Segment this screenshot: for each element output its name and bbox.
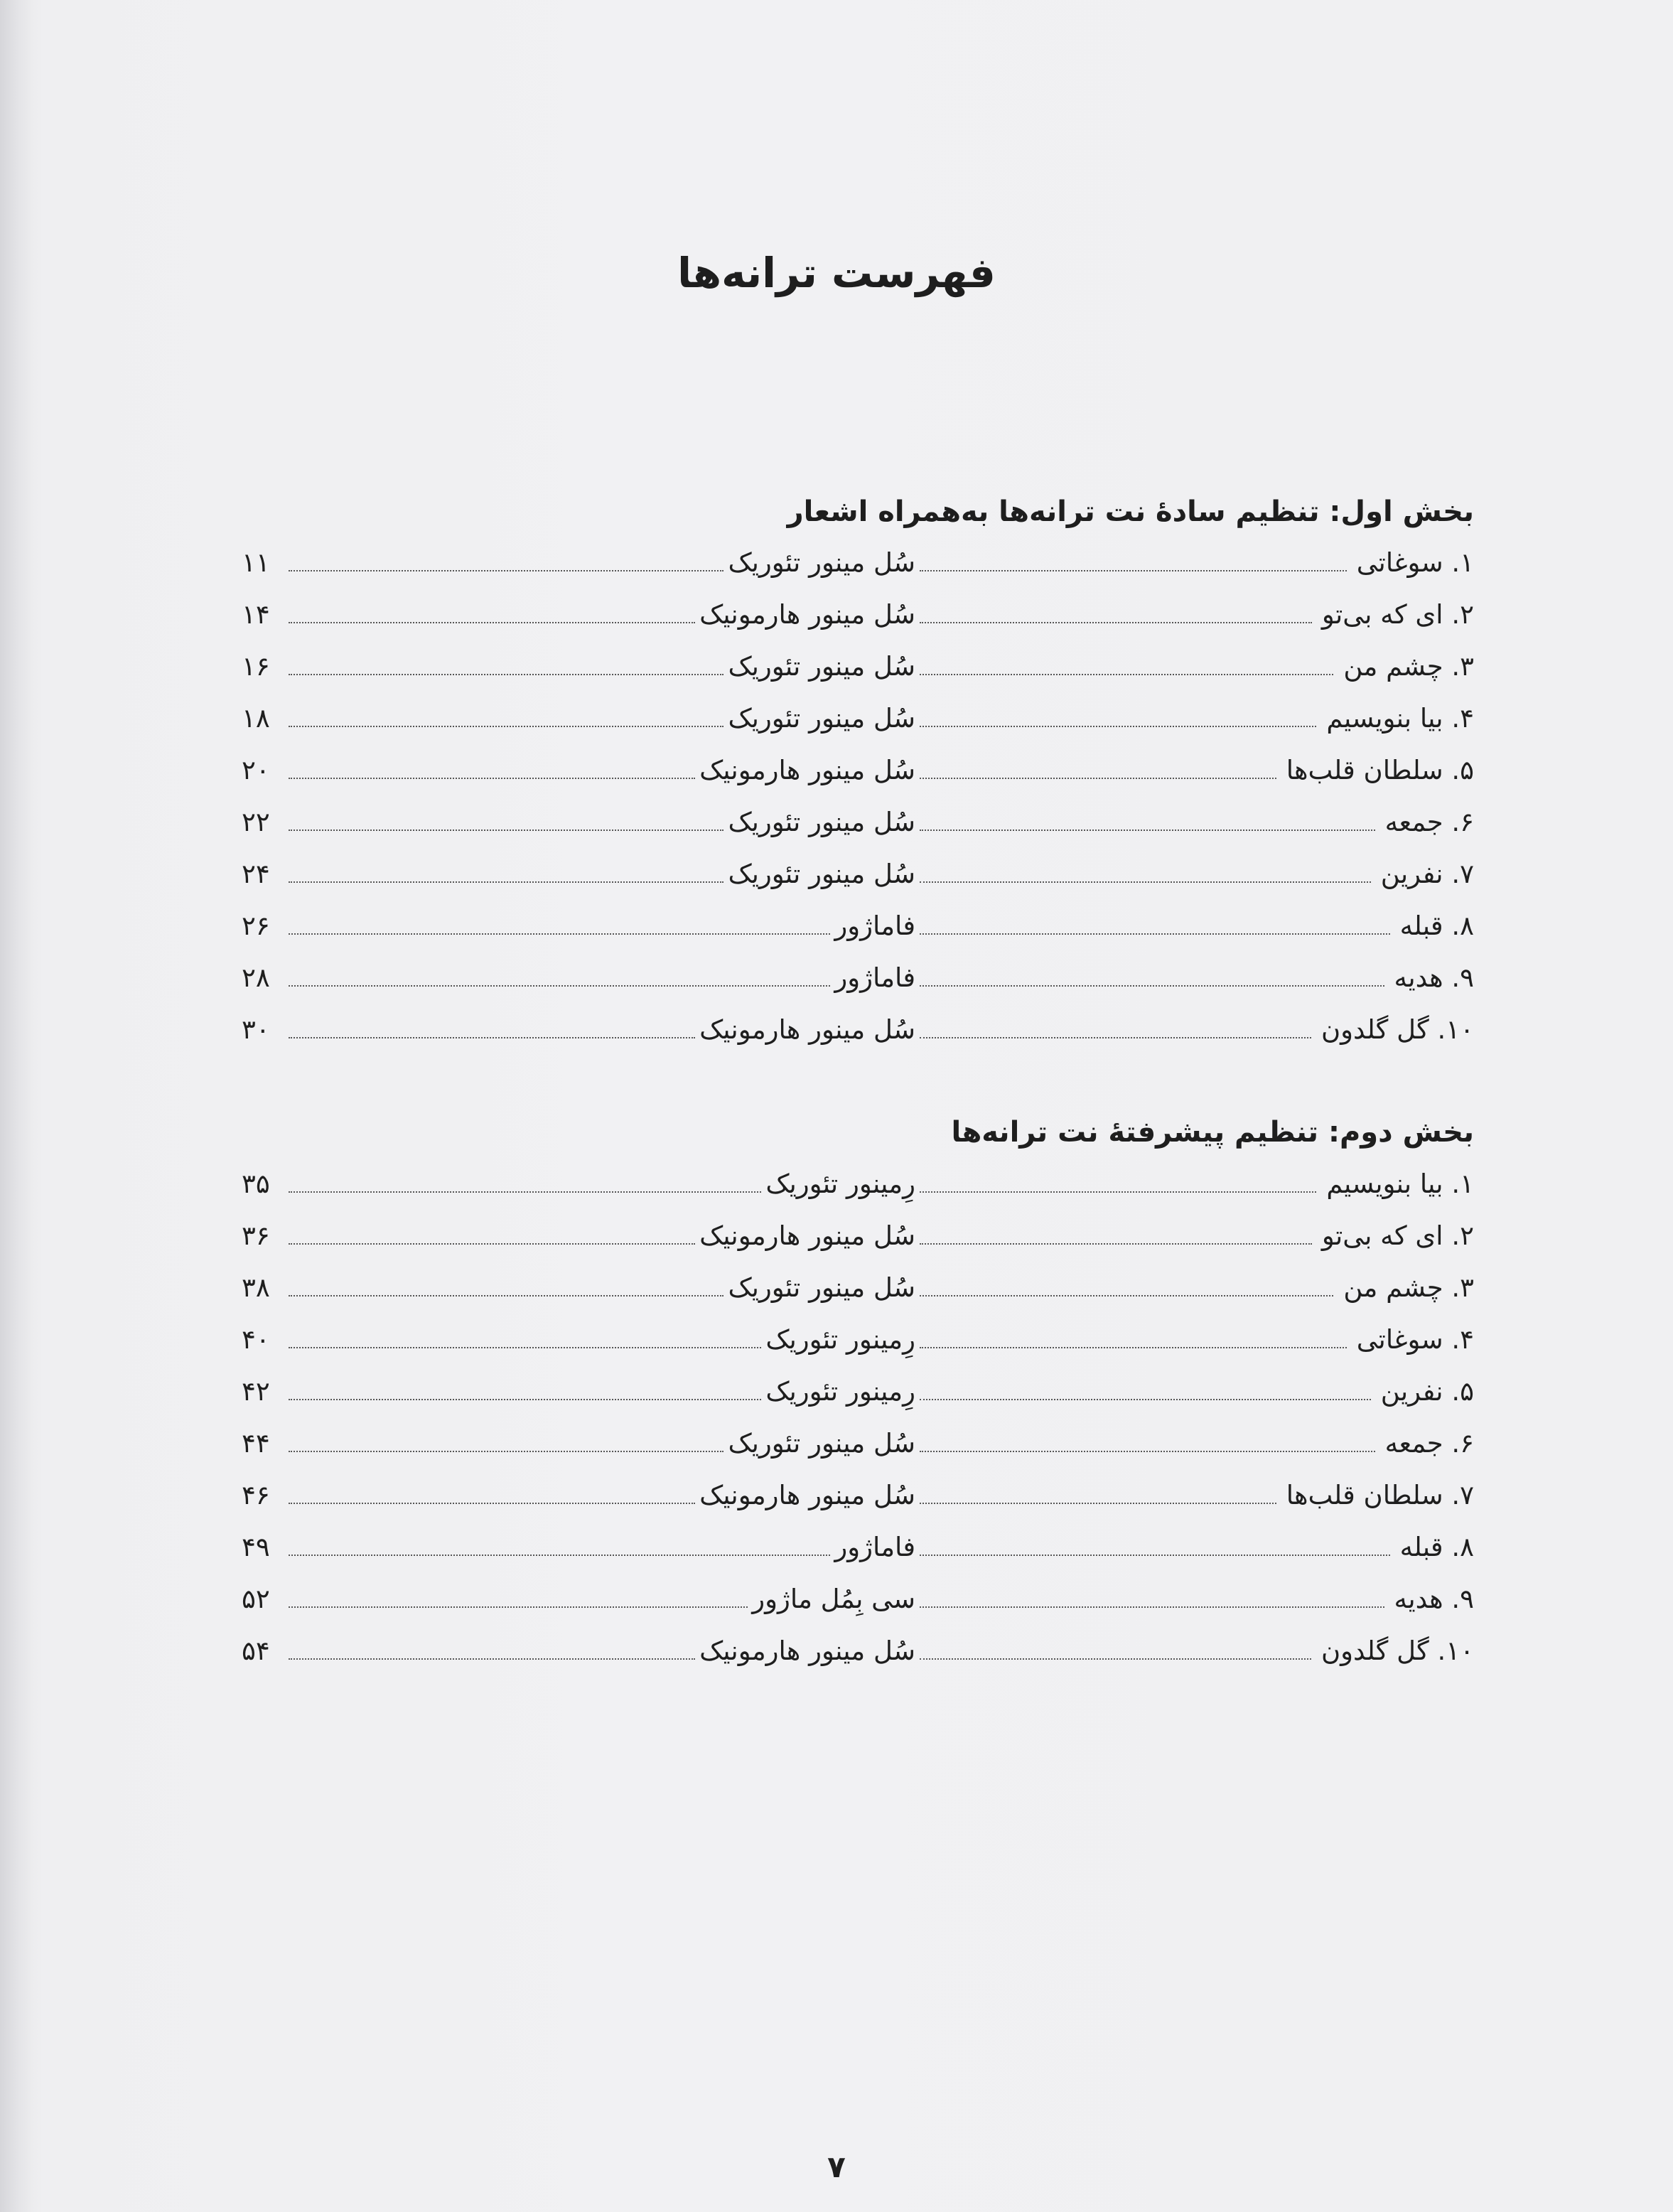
toc-song-segment <box>920 1584 1474 1614</box>
toc-page-number: ۱۴ <box>242 599 270 630</box>
toc-page-number: ۴۰ <box>242 1324 270 1355</box>
toc-song-title: ۱. سوغاتی <box>1356 547 1474 578</box>
toc-song-title: ۱. بیا بنویسیم <box>1326 1169 1474 1199</box>
toc-song-title: ۴. بیا بنویسیم <box>1326 703 1474 734</box>
dot-leader <box>289 778 695 779</box>
toc-page-number: ۴۴ <box>242 1428 270 1459</box>
toc-key-signature: سُل مینور تئوریک <box>728 1272 915 1303</box>
dot-leader <box>920 1555 1390 1556</box>
toc-song-segment <box>920 1220 1474 1251</box>
dot-leader <box>920 1503 1276 1504</box>
toc-key-signature: سی بِمُل ماژور <box>752 1584 915 1614</box>
toc-entry <box>242 1636 1474 1687</box>
toc-song-segment <box>920 911 1474 941</box>
toc-key-signature: سُل مینور هارمونیک <box>699 1480 915 1510</box>
dot-leader <box>920 985 1384 987</box>
toc-song-title: ۱۰. گل گلدون <box>1321 1014 1474 1045</box>
toc-song-segment <box>920 962 1474 993</box>
toc-entry <box>242 1376 1474 1428</box>
toc-song-title: ۶. جمعه <box>1384 1428 1474 1459</box>
toc-page-number: ۴۶ <box>242 1480 270 1510</box>
dot-leader <box>920 1243 1312 1245</box>
page-title: فهرست ترانه‌ها <box>677 249 996 297</box>
toc-page-number: ۵۲ <box>242 1584 270 1614</box>
toc-page-number: ۲۴ <box>242 859 270 889</box>
dot-leader <box>920 1347 1347 1348</box>
dot-leader <box>289 1399 761 1400</box>
toc-page-number: ۴۹ <box>242 1532 270 1562</box>
dot-leader <box>289 1191 761 1193</box>
toc-song-title: ۳. چشم من <box>1343 651 1474 682</box>
toc-page-number: ۱۸ <box>242 703 270 734</box>
toc-song-segment <box>920 1272 1474 1303</box>
dot-leader <box>289 985 830 987</box>
dot-leader <box>920 674 1333 675</box>
toc-key-signature: سُل مینور هارمونیک <box>699 1636 915 1666</box>
toc-song-title: ۵. سلطان قلب‌ها <box>1286 755 1474 785</box>
toc-key-signature: سُل مینور هارمونیک <box>699 755 915 785</box>
toc-entry <box>242 755 1474 807</box>
toc-song-title: ۸. قبله <box>1399 1532 1474 1562</box>
toc-song-title: ۹. هدیه <box>1394 962 1474 993</box>
toc-entry <box>242 1169 1474 1220</box>
toc-song-title: ۴. سوغاتی <box>1356 1324 1474 1355</box>
toc-entry <box>242 599 1474 651</box>
toc-page-number: ۵۴ <box>242 1636 270 1666</box>
toc-song-segment <box>920 1480 1474 1510</box>
dot-leader <box>920 830 1375 831</box>
dot-leader <box>920 933 1390 935</box>
toc-key-signature: سُل مینور تئوریک <box>728 651 915 682</box>
dot-leader <box>920 622 1312 623</box>
dot-leader <box>920 1399 1371 1400</box>
toc-page-number: ۳۸ <box>242 1272 270 1303</box>
toc-song-title: ۷. سلطان قلب‌ها <box>1286 1480 1474 1510</box>
toc-page-number: ۲۲ <box>242 807 270 837</box>
dot-leader <box>289 830 723 831</box>
toc-page-number: ۱۱ <box>242 547 270 578</box>
dot-leader <box>289 1606 748 1608</box>
toc-key-signature: رِمینور تئوریک <box>765 1169 915 1199</box>
section-one-heading: بخش اول: تنظیم سادهٔ نت ترانه‌ها به‌همراه اشعار <box>787 495 1474 528</box>
dot-leader <box>289 1295 723 1296</box>
toc-song-segment <box>920 599 1474 630</box>
toc-page-number: ۲۰ <box>242 755 270 785</box>
dot-leader <box>920 1658 1311 1660</box>
dot-leader <box>920 881 1371 883</box>
toc-page-number: ۲۸ <box>242 962 270 993</box>
toc-entry <box>242 1428 1474 1480</box>
toc-song-title: ۱۰. گل گلدون <box>1321 1636 1474 1666</box>
toc-page-number: ۲۶ <box>242 911 270 941</box>
toc-key-signature: سُل مینور هارمونیک <box>699 1220 915 1251</box>
toc-key-signature: رِمینور تئوریک <box>765 1376 915 1407</box>
dot-leader <box>920 778 1276 779</box>
toc-key-signature: فاماژور <box>834 1532 915 1562</box>
toc-entry <box>242 859 1474 911</box>
dot-leader <box>289 1037 695 1038</box>
toc-entry <box>242 911 1474 962</box>
toc-key-signature: رِمینور تئوریک <box>765 1324 915 1355</box>
dot-leader <box>289 674 723 675</box>
toc-entry <box>242 1532 1474 1584</box>
dot-leader <box>289 1243 695 1245</box>
toc-entry <box>242 651 1474 703</box>
toc-key-signature: سُل مینور هارمونیک <box>699 1014 915 1045</box>
section-two-heading: بخش دوم: تنظیم پیشرفتهٔ نت ترانه‌ها <box>951 1116 1474 1149</box>
toc-song-title: ۷. نفرین <box>1380 859 1474 889</box>
toc-song-segment <box>920 1532 1474 1562</box>
toc-entry <box>242 703 1474 755</box>
toc-key-signature: فاماژور <box>834 911 915 941</box>
dot-leader <box>289 1555 830 1556</box>
section-two-list <box>242 1169 1474 1687</box>
page-number: ۷ <box>827 2149 846 2184</box>
toc-song-segment <box>920 1636 1474 1666</box>
dot-leader <box>289 1451 723 1452</box>
toc-entry <box>242 1480 1474 1532</box>
dot-leader <box>289 1347 761 1348</box>
toc-song-segment <box>920 651 1474 682</box>
toc-song-title: ۶. جمعه <box>1384 807 1474 837</box>
toc-song-title: ۸. قبله <box>1399 911 1474 941</box>
toc-entry <box>242 1272 1474 1324</box>
toc-key-signature: فاماژور <box>834 962 915 993</box>
dot-leader <box>920 726 1316 727</box>
toc-key-signature: سُل مینور تئوریک <box>728 859 915 889</box>
toc-song-segment <box>920 1376 1474 1407</box>
toc-song-segment <box>920 703 1474 734</box>
toc-song-segment <box>920 547 1474 578</box>
dot-leader <box>289 1658 695 1660</box>
toc-key-signature: سُل مینور تئوریک <box>728 1428 915 1459</box>
toc-page-number: ۴۲ <box>242 1376 270 1407</box>
toc-entry <box>242 807 1474 859</box>
toc-song-title: ۲. ای که بی‌تو <box>1321 599 1474 630</box>
dot-leader <box>920 1451 1375 1452</box>
toc-entry <box>242 547 1474 599</box>
toc-entry <box>242 1584 1474 1636</box>
toc-song-segment <box>920 1428 1474 1459</box>
dot-leader <box>920 1295 1333 1296</box>
dot-leader <box>289 570 723 571</box>
toc-song-segment <box>920 1169 1474 1199</box>
toc-song-segment <box>920 807 1474 837</box>
dot-leader <box>920 1037 1311 1038</box>
toc-entry <box>242 1014 1474 1066</box>
dot-leader <box>289 1503 695 1504</box>
toc-key-signature: سُل مینور هارمونیک <box>699 599 915 630</box>
toc-page-number: ۳۵ <box>242 1169 270 1199</box>
toc-entry <box>242 1324 1474 1376</box>
dot-leader <box>289 622 695 623</box>
toc-song-title: ۲. ای که بی‌تو <box>1321 1220 1474 1251</box>
toc-song-title: ۹. هدیه <box>1394 1584 1474 1614</box>
toc-key-signature: سُل مینور تئوریک <box>728 807 915 837</box>
section-one-list <box>242 547 1474 1066</box>
toc-song-segment <box>920 1014 1474 1045</box>
page-binding-shadow <box>0 0 31 2212</box>
dot-leader <box>289 933 830 935</box>
toc-page-number: ۱۶ <box>242 651 270 682</box>
toc-song-segment <box>920 1324 1474 1355</box>
toc-key-signature: سُل مینور تئوریک <box>728 703 915 734</box>
toc-page-number: ۳۶ <box>242 1220 270 1251</box>
dot-leader <box>920 1191 1316 1193</box>
dot-leader <box>920 570 1347 571</box>
toc-key-signature: سُل مینور تئوریک <box>728 547 915 578</box>
dot-leader <box>920 1606 1384 1608</box>
toc-song-title: ۳. چشم من <box>1343 1272 1474 1303</box>
toc-entry <box>242 1220 1474 1272</box>
dot-leader <box>289 726 723 727</box>
toc-song-segment <box>920 859 1474 889</box>
dot-leader <box>289 881 723 883</box>
toc-page-number: ۳۰ <box>242 1014 270 1045</box>
toc-entry <box>242 962 1474 1014</box>
toc-song-title: ۵. نفرین <box>1380 1376 1474 1407</box>
toc-song-segment <box>920 755 1474 785</box>
